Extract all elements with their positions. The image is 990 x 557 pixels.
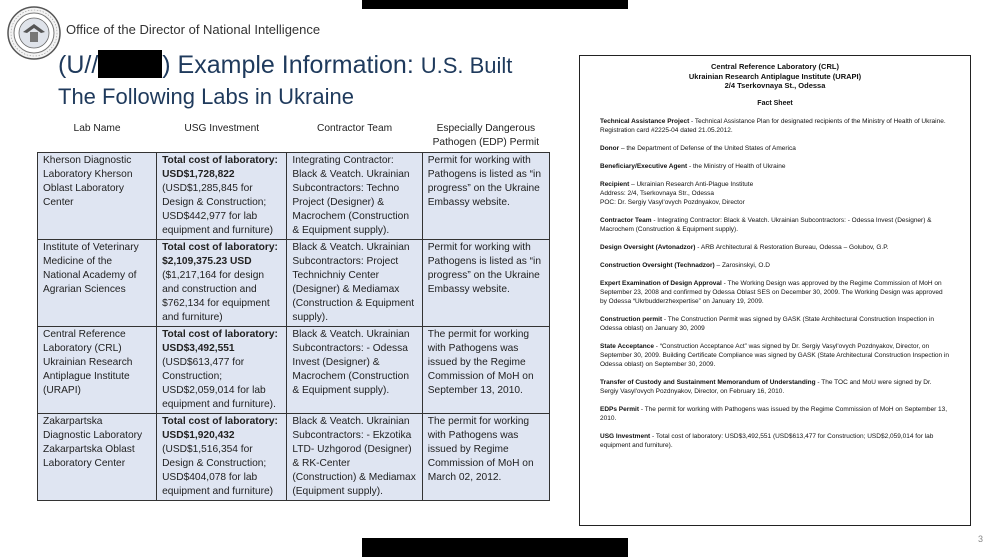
fact-text: - The permit for working with Pathogens was issued by the Regime Commission of MoH on September 13, 2010. [600, 405, 948, 422]
lab-name-cell: Kherson Diagnostic Laboratory Kherson Oblast Laboratory Center [38, 153, 157, 240]
permit-cell: Permit for working with Pathogens is listed as “in progress” on the Ukraine Embassy website. [422, 240, 549, 327]
fact-label: EDPs Permit [600, 405, 640, 413]
investment-cell [157, 153, 287, 240]
title-prefix: (U// [58, 51, 99, 79]
table-row [38, 327, 550, 414]
lab-name-cell: Zakarpartska Diagnostic Laboratory Zakarpartska Oblast Laboratory Center [38, 414, 157, 501]
fact-label: Transfer of Custody and Sustainment Memorandum of Understanding [600, 378, 816, 386]
fact-extra-line: POC: Dr. Sergiy Vasyl'ovych Pozdnyakov, Director [600, 198, 745, 206]
fact-paragraph [600, 243, 950, 252]
title-suffix: ) Example Information: [162, 51, 421, 79]
fact-paragraph [600, 261, 950, 270]
fact-text: - the Ministry of Health of Ukraine [687, 162, 786, 170]
fact-paragraph [600, 315, 950, 333]
permit-cell: The permit for working with Pathogens was issued by the Regime Commission of MoH on September 13, 2010. [422, 327, 549, 414]
fact-extra-line: Address: 2/4, Tserkovnaya Str., Odessa [600, 189, 715, 197]
column-header: Lab Name [38, 120, 157, 153]
page-number: 3 [978, 534, 984, 544]
fact-paragraph [600, 144, 950, 153]
fact-label: Recipient [600, 180, 630, 188]
total-cost: Total cost of laboratory: USD$1,920,432 [162, 416, 278, 441]
fact-label: Design Oversight (Avtonadzor) [600, 243, 696, 251]
fact-text: - The Working Design was approved by the Regime Commission of MoH on September 23, 2008 and confirmed by Odessa Oblast SES on December 30, 2009. The Working Design was approved by Odessa “Ukrbudderzhexpertise” on January 19, 2009. [600, 279, 943, 305]
fact-sheet-address: 2/4 Tserkovnaya St., Odessa [724, 81, 826, 90]
cost-breakdown: (USD$1,516,354 for Design & Construction; USD$404,078 for lab equipment and furniture) [162, 444, 274, 497]
fact-text: - Technical Assistance Plan for designated recipients of the Ministry of Health of Ukraine. Registration card #2225-04 dated 21.05.2012. [600, 117, 946, 134]
total-cost: Total cost of laboratory: $2,109,375.23 USD [162, 242, 278, 267]
fact-paragraph [600, 162, 950, 171]
investment-cell [157, 327, 287, 414]
fact-paragraph [600, 279, 950, 306]
total-cost: Total cost of laboratory: USD$3,492,551 [162, 329, 278, 354]
permit-cell: Permit for working with Pathogens is listed as “in progress” on the Ukraine Embassy website. [422, 153, 549, 240]
fact-paragraph [600, 405, 950, 423]
contractor-cell: Black & Veatch. Ukrainian Subcontractors: - Ekzotika LTD- Uzhgorod (Designer) & RK-Center (Construction) & Mediamax (Equipment supply). [287, 414, 422, 501]
fact-text: – the Department of Defense of the United States of America [619, 144, 796, 152]
fact-sheet-subtitle: Fact Sheet [757, 99, 793, 107]
cost-breakdown: (USD$613,477 for Construction; USD$2,059,014 for lab equipment and furniture). [162, 357, 276, 410]
fact-label: Construction permit [600, 315, 663, 323]
title-suffix-2: U.S. Built [420, 53, 513, 78]
fact-text: - Total cost of laboratory: USD$3,492,551 (USD$613,477 for Construction; USD$2,059,014 for lab equipment and furniture). [600, 432, 934, 449]
table-row [38, 240, 550, 327]
cost-breakdown: ($1,217,164 for design and construction and $762,134 for equipment and furniture) [162, 270, 270, 323]
fact-paragraph [600, 180, 950, 207]
contractor-cell: Integrating Contractor: Black & Veatch. Ukrainian Subcontractors: Techno Project (Designer) & Macrochem (Construction & Equipment supply). [287, 153, 422, 240]
fact-sheet-body [600, 117, 950, 450]
fact-sheet [579, 55, 971, 526]
column-header: Contractor Team [287, 120, 422, 153]
table-row [38, 414, 550, 501]
fact-text: – Zarosinskyi, O.D [714, 261, 770, 269]
fact-text: - ARB Architectural & Restoration Bureau, Odessa – Golubov, G.P. [695, 243, 889, 251]
title-line-2: The Following Labs in Ukraine [58, 84, 354, 109]
fact-paragraph [600, 432, 950, 450]
column-header: Especially Dangerous Pathogen (EDP) Permit [422, 120, 549, 153]
fact-text: - The TOC and MoU were signed by Dr. Sergiy Vasyl'ovych Pozdnyakov, Director, on February 16, 2010. [600, 378, 932, 395]
total-cost: Total cost of laboratory: USD$1,728,822 [162, 155, 278, 180]
fact-paragraph [600, 378, 950, 396]
redaction-bar-bottom [362, 538, 628, 557]
contractor-cell: Black & Veatch. Ukrainian Subcontractors: Project Technichniy Center (Designer) & Mediamax (Construction & Equipment supply). [287, 240, 422, 327]
fact-sheet-title: Central Reference Laboratory (CRL) [711, 62, 839, 71]
fact-text: – Ukrainian Research Anti-Plague Institute [629, 180, 754, 188]
investment-cell [157, 414, 287, 501]
fact-label: Beneficiary/Executive Agent [600, 162, 688, 170]
org-name: Office of the Director of National Intelligence [66, 22, 321, 37]
fact-text: - Integrating Contractor: Black & Veatch. Ukrainian Subcontractors: - Odessa Invest (Designer) & Macrochem (Construction & Equipment supply). [600, 216, 932, 233]
redaction-bar-top [362, 0, 628, 9]
cost-breakdown: (USD$1,285,845 for Design & Construction; USD$442,977 for lab equipment and furniture) [162, 183, 274, 236]
fact-text: - “Construction Acceptance Act” was signed by Dr. Sergiy Vasyl'ovych Pozdnyakov, Director, on September 30, 2009. Building Certificate Compliance was signed by GASK (State Architectural Construction Inspection in Odessa oblast) on September 30, 2009. [600, 342, 950, 368]
fact-label: Donor [600, 144, 620, 152]
fact-label: State Acceptance [600, 342, 654, 350]
lab-name-cell: Institute of Veterinary Medicine of the National Academy of Agrarian Sciences [38, 240, 157, 327]
title-redaction [98, 50, 162, 78]
fact-text: - The Construction Permit was signed by GASK (State Architectural Construction Inspection in Odessa oblast) on January 30, 2009 [600, 315, 935, 332]
fact-paragraph [600, 342, 950, 369]
slide-title [58, 50, 568, 111]
lab-name-cell: Central Reference Laboratory (CRL) Ukrainian Research Antiplague Institute (URAPI) [38, 327, 157, 414]
fact-label: USG Investment [600, 432, 651, 440]
contractor-cell: Black & Veatch. Ukrainian Subcontractors: - Odessa Invest (Designer) & Macrochem (Construction & Equipment supply). [287, 327, 422, 414]
fact-label: Contractor Team [600, 216, 652, 224]
fact-paragraph [600, 216, 950, 234]
labs-table [37, 120, 550, 501]
permit-cell: The permit for working with Pathogens was issued by Regime Commission of MoH on March 02, 2012. [422, 414, 549, 501]
fact-paragraph [600, 117, 950, 135]
fact-label: Technical Assistance Project [600, 117, 690, 125]
odni-seal-icon [7, 6, 61, 60]
investment-cell [157, 240, 287, 327]
column-header: USG Investment [157, 120, 287, 153]
table-header-row [38, 120, 550, 153]
table-row [38, 153, 550, 240]
fact-label: Expert Examination of Design Approval [600, 279, 722, 287]
fact-label: Construction Oversight (Technadzor) [600, 261, 715, 269]
fact-sheet-institute: Ukrainian Research Antiplague Institute (URAPI) [688, 71, 862, 81]
